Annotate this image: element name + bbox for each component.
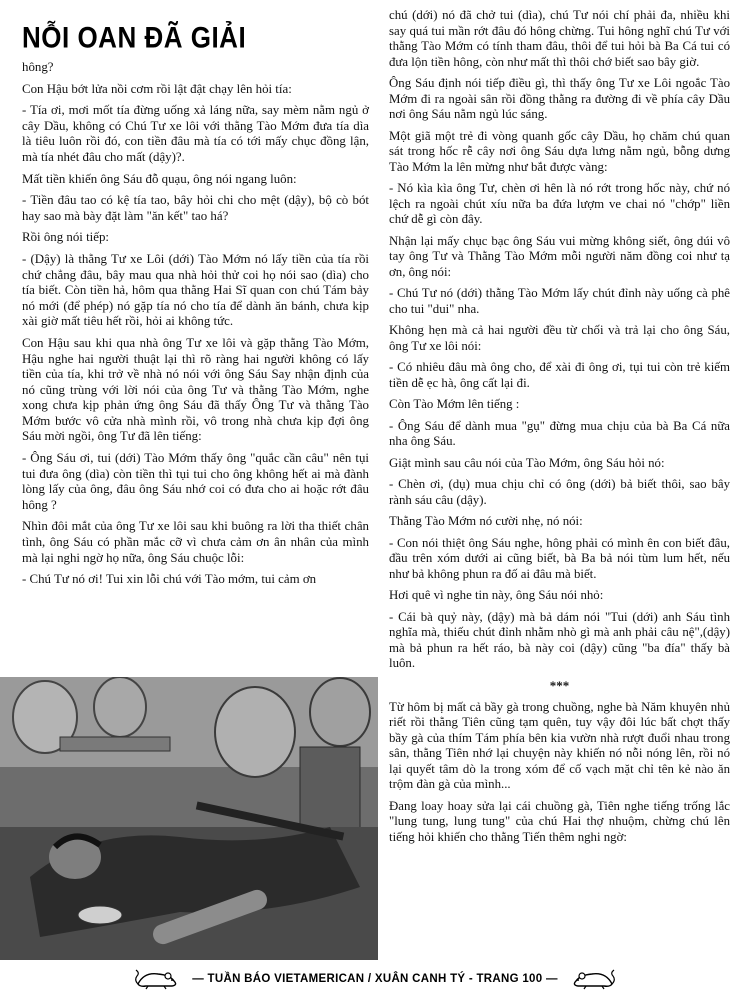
paragraph: Không hẹn mà cả hai người đều từ chối và trả lại cho ông Sáu, ông Tư xe lôi nói: xyxy=(389,323,730,353)
paragraph: - Chú Tư nó ơi! Tui xin lỗi chú với Tào mớm, tui cảm ơn xyxy=(22,572,317,587)
rat-icon xyxy=(134,968,186,990)
paragraph: - Có nhiêu đâu mà ông cho, để xài đi ông ơi, tụi tui còn trẻ kiếm tiền dễ ẹc hà, ông cất lại đi. xyxy=(389,360,730,390)
paragraph: Mất tiền khiến ông Sáu đỗ quạu, ông nói ngang luôn: xyxy=(22,171,297,186)
footer-text: — TUẦN BÁO VIETAMERICAN / XUÂN CANH TÝ - TRANG 100 — xyxy=(192,973,558,985)
paragraph: Từ hôm bị mất cả bầy gà trong chuồng, nghe bà Năm khuyên nhủ riết rồi thằng Tiên cũng tạm quên, tuy vậy đôi lúc bất chợt thấy bầy gà của thím Tám phía bên kia vườn nhà rượt đuổi nhau trong sân, thằng Tiên nhớ lại chuyện này khiến nó nỗi nóng lên, rồi nó lại quyết tâm dò la trong xóm để cố vạch mặt chỉ tên kẻ nào ăn trộm đàn gà của mình... xyxy=(389,699,730,791)
paragraph: chú (dới) nó đã chở tui (dìa), chú Tư nói chí phải đa, nhiều khi say quá tui mần rớt đâu đó hông chừng. Tui hông nghĩ chú Tư với thằng Tào Mớm có tính tham đâu, thôi để tui hỏi bà Ba Cá tui có đưa lộn tiền hông, còn như mất thì thôi chớ biết sao bây giờ. xyxy=(389,8,730,69)
rat-icon xyxy=(564,968,616,990)
paragraph: - Ông Sáu ơi, tui (dới) Tào Mớm thấy ông "quắc cần câu" nên tụi tui đưa ông (dìa) còn tiền thì tụi tui cho ông không hết ai mà đành lòng lấy của ông, đâu ông Sáu nhớ coi có đưa cho ai hoặc rớt đâu hông ? xyxy=(22,451,369,512)
paragraph: Nhận lại mấy chục bạc ông Sáu vui mừng không siết, ông dúi vô tay ông Tư và Thằng Tào Mớm mỗi người năm đồng coi như tạ ơn, ông nói: xyxy=(389,233,730,279)
paragraph: hông? xyxy=(22,60,54,74)
paragraph: - Con nói thiệt ông Sáu nghe, hông phải có mình ên con biết đâu, đầu trên xóm dưới ai cũng biết, bà Ba bả nói tùm lum hết, nếu như bả không phun ra đố ai đâu mà biết. xyxy=(389,535,730,581)
paragraph: - (Dậy) là thằng Tư xe Lôi (dới) Tào Mớm nó lấy tiền của tía rồi chứ chẳng đâu, bây mau qua nhà hỏi thử coi họ nói sao (dìa) cho tía biết. Còn tiền hả, hôm qua thằng Hai Sĩ quan con chú Tám bảy nó mới (để phép) nó gặp tía nó cho tía để dành ăn bánh, chưa kịp xài giờ mất tiêu hết rồi, hỏi ai không tức. xyxy=(22,251,369,329)
paragraph: Ông Sáu định nói tiếp điều gì, thì thấy ông Tư xe Lôi ngoắc Tào Mớm đi ra ngoài sân rồi đồng thằng ra đường đi về phía cây Dầu nơi ông Sáu nằm ngủ lúc sáng. xyxy=(389,76,730,121)
paragraph: - Chú Tư nó (dới) thằng Tào Mớm lấy chút đỉnh này uống cà phê cho tui "dui" nha. xyxy=(389,286,730,316)
left-column xyxy=(22,0,369,594)
paragraph: Rồi ông nói tiếp: xyxy=(22,230,110,245)
paragraph: - Ông Sáu để dành mua "gụ" đừng mua chịu của bà Ba Cá nữa nha ông Sáu. xyxy=(389,418,730,448)
section-separator: *** xyxy=(549,677,570,693)
paragraph: Hơi quê vì nghe tin này, ông Sáu nói nhỏ: xyxy=(389,588,604,602)
paragraph: Còn Tào Mớm lên tiếng : xyxy=(389,397,520,411)
paragraph: Nhìn đôi mắt của ông Tư xe lôi sau khi buông ra lời tha thiết chân tình, ông Sáu có phần mắc cỡ vì chưa cảm ơn ân nhân của mình mà lại nghi ngờ họ nữa, ông Sáu chuộc lỗi: xyxy=(22,519,369,565)
paragraph: - Tía ơi, mơi mốt tía đừng uống xả láng nữa, say mèm nằm ngủ ở cây Dầu, không có Chú Tư xe lôi với thằng Tào Mớm đưa tía dìa là tiêu luôn rồi đó, con tiền đâu mà tía có tới mấy chục đồng lận, mà tía nhét đâu cho mất (dậy)?. xyxy=(22,103,369,164)
paragraph: Giật mình sau câu nói của Tào Mớm, ông Sáu hỏi nó: xyxy=(389,455,665,470)
paragraph: - Chèn ơi, (dụ) mua chịu chỉ có ông (dới) bả biết thôi, sao bây rành sáu câu (dậy). xyxy=(389,477,730,507)
paragraph: - Tiền đâu tao có kệ tía tao, bây hỏi chi cho mệt (dậy), bộ cò bót hay sao mà bày đặt làm "ăn kết" tao há? xyxy=(22,193,369,223)
paragraph: Con Hậu sau khi qua nhà ông Tư xe lôi và gặp thằng Tào Mớm, Hậu nghe hai người thuật lại thì rõ ràng hai người không có lấy tiền của tía, khi trở về nhà nó nói với ông Sáu Say nhận định của nó cũng trùng với lời nói của ông Tư và thằng Tào Mớm, nghe xong chưa kịp phản ứng ông Sáu đã thấy Ông Tư và thằng Tào Mớm bước vô cửa nhà mình rồi, vô trong nhà chưa kịp đợi ông Sáu mời ngồi, ông Tư đã lên tiếng: xyxy=(22,335,369,444)
paragraph: Đang loay hoay sửa lại cái chuồng gà, Tiên nghe tiếng trống lắc "lung tung, lung tung" của chú Hai thợ nhuộm, chừng chú lên tiếng hỏi khiến cho thằng Tiến thêm nghi ngờ: xyxy=(389,798,730,844)
paragraph: Thằng Tào Mớm nó cười nhẹ, nó nói: xyxy=(389,514,583,528)
page-footer xyxy=(0,966,750,992)
article-title: NỖI OAN ĐÃ GIẢI xyxy=(22,20,247,55)
paragraph: - Nó kìa kìa ông Tư, chèn ơi hên là nó rớt trong hốc này, chứ nó lệch ra ngoài chút xíu nữa ba đứa lượm ve chai nó "chớp" liền chứ dễ gì còn đây. xyxy=(389,181,730,226)
right-column xyxy=(389,8,730,851)
article-photo-drunk-man xyxy=(0,677,378,960)
paragraph: Một giã một trẻ đi vòng quanh gốc cây Dầu, họ chăm chú quan sát trong hốc rễ cây nơi ông Sáu dựa lưng nằm ngủ, bỗng dưng Tào Mớm la lên mừng như bắt được vàng: xyxy=(389,128,730,174)
paragraph: - Cái bà quỷ này, (dậy) mà bả dám nói "Tui (dới) anh Sáu tình nghĩa mà, thiếu chút đỉnh nhằm nhò gì mà anh phải câu nệ",(dậy) mà bả phun ra hết ráo, bà này coi (dậy) cũng "ba đía" thấy bà luôn. xyxy=(389,609,730,670)
photo-illustration xyxy=(0,677,378,960)
paragraph: Con Hậu bớt lửa nồi cơm rồi lật đật chạy lên hỏi tía: xyxy=(22,81,292,96)
